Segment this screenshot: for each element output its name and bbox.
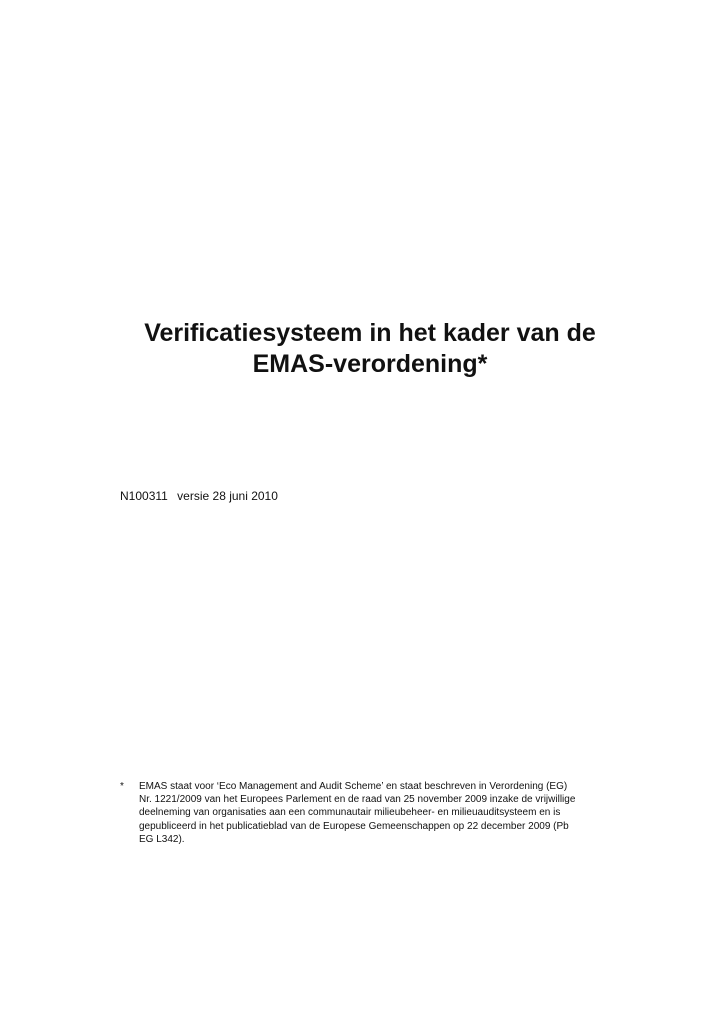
title-line-1: Verificatiesysteem in het kader van de	[144, 319, 596, 347]
document-title	[60, 318, 680, 380]
title-line-2: EMAS-verordening*	[252, 350, 488, 378]
footnote-line: Nr. 1221/2009 van het Europees Parlement en de raad van 25 november 2009 inzake de vrijwillige	[139, 794, 576, 806]
footnote-line: gepubliceerd in het publicatieblad van de Europese Gemeenschappen op 22 december 2009 (Pb	[139, 820, 569, 832]
footnote	[120, 780, 620, 846]
footnote-line: deelneming van organisaties aan een communautair milieubeheer- en milieuauditsysteem en is	[139, 807, 561, 819]
document-code: N100311	[120, 489, 168, 503]
document-identifier	[120, 489, 278, 503]
footnote-marker: *	[120, 781, 124, 792]
footnote-text	[139, 780, 620, 846]
footnote-line: EMAS staat voor ‘Eco Management and Audit Scheme’ en staat beschreven in Verordening (EG)	[139, 781, 568, 792]
footnote-line: EG L342).	[139, 833, 185, 845]
document-version: versie 28 juni 2010	[177, 489, 278, 503]
